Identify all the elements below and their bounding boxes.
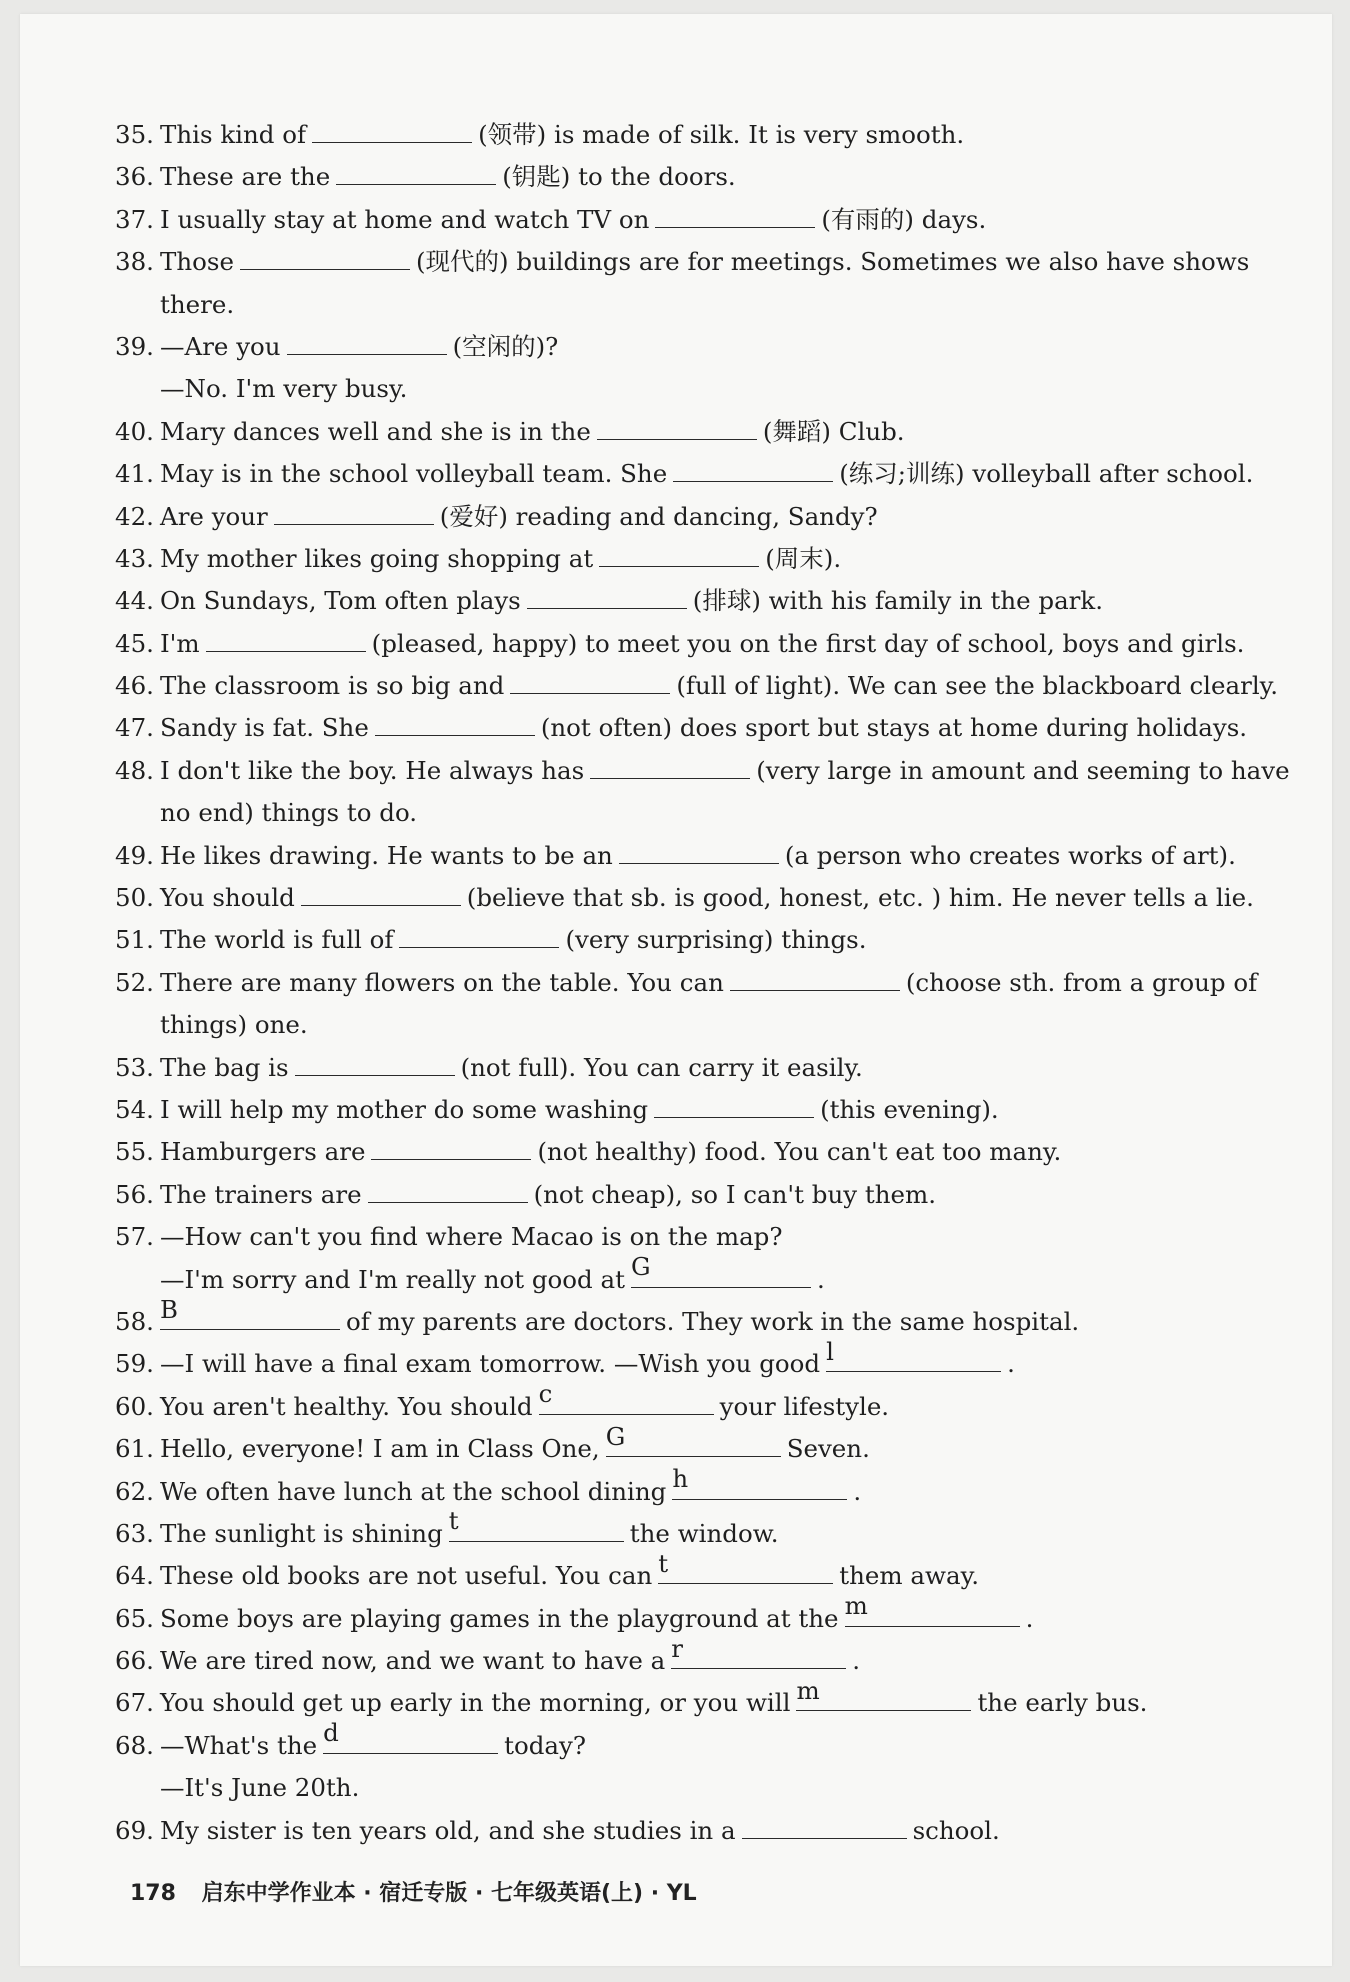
question-number: 54. — [115, 1094, 154, 1124]
question-number: 45. — [115, 628, 154, 658]
question-number: 63. — [115, 1518, 154, 1548]
question-57-reply — [115, 1252, 1295, 1301]
question-text: (a person who creates works of art). — [784, 840, 1236, 870]
question-number: 46. — [115, 671, 154, 701]
question-69 — [115, 1810, 1295, 1852]
question-text: We often have lunch at the school dining — [160, 1476, 667, 1506]
question-text: (this evening). — [820, 1094, 999, 1124]
question-text: Mary dances well and she is in the — [160, 416, 591, 446]
question-48-continued — [115, 792, 1295, 834]
question-number: 43. — [115, 543, 154, 573]
question-text: there. — [160, 289, 235, 319]
question-number: 58. — [115, 1306, 154, 1336]
question-number: 48. — [115, 755, 154, 785]
question-65 — [115, 1591, 1295, 1640]
answer-blank[interactable] — [240, 247, 410, 270]
question-text: I usually stay at home and watch TV on — [160, 204, 650, 234]
question-text: The world is full of — [160, 925, 394, 955]
answer-blank[interactable] — [274, 502, 434, 525]
answer-blank[interactable] — [287, 332, 447, 355]
question-number: 42. — [115, 501, 154, 531]
hint-letter: G — [631, 1252, 651, 1282]
hint-letter: c — [538, 1379, 553, 1409]
question-text: This kind of — [160, 120, 307, 149]
question-text: On Sundays, Tom often plays — [160, 586, 521, 616]
question-46 — [115, 665, 1295, 707]
hint-letter: d — [323, 1718, 339, 1748]
question-44 — [115, 580, 1295, 622]
answer-blank[interactable] — [654, 1095, 814, 1118]
question-text: Hello, everyone! I am in Class One, — [160, 1434, 600, 1464]
question-text: My sister is ten years old, and she studies in a — [160, 1815, 736, 1845]
page-number: 178 — [130, 1881, 176, 1906]
question-42 — [115, 496, 1295, 538]
question-number: 51. — [115, 925, 154, 955]
question-55 — [115, 1131, 1295, 1173]
answer-blank[interactable] — [597, 417, 757, 440]
question-number: 40. — [115, 416, 154, 446]
question-56 — [115, 1174, 1295, 1216]
answer-blank[interactable] — [672, 1464, 847, 1500]
question-text: We are tired now, and we want to have a — [160, 1646, 666, 1676]
question-number: 62. — [115, 1476, 154, 1506]
page-footer — [130, 1876, 697, 1907]
answer-blank[interactable] — [631, 1252, 811, 1288]
question-number: 69. — [115, 1815, 154, 1845]
question-text: (not full). You can carry it easily. — [460, 1052, 863, 1082]
question-text: He likes drawing. He wants to be an — [160, 840, 613, 870]
question-number: 67. — [115, 1688, 154, 1718]
hint-letter: t — [658, 1548, 669, 1578]
answer-blank[interactable] — [590, 756, 750, 779]
question-text: (believe that sb. is good, honest, etc. ) him. He never tells a lie. — [466, 883, 1254, 913]
question-57 — [115, 1216, 1295, 1258]
question-text: of my parents are doctors. They work in the same hospital. — [346, 1306, 1080, 1336]
question-59 — [115, 1336, 1295, 1385]
answer-blank[interactable] — [844, 1591, 1020, 1627]
hint-letter: l — [826, 1336, 834, 1366]
answer-blank[interactable] — [742, 1816, 907, 1839]
question-68 — [115, 1718, 1295, 1767]
question-number: 41. — [115, 459, 154, 489]
question-text: (舞蹈) Club. — [762, 416, 905, 446]
question-36 — [115, 156, 1295, 198]
question-54 — [115, 1089, 1295, 1131]
question-text: You should — [160, 883, 295, 913]
question-text: May is in the school volleyball team. She — [160, 459, 668, 489]
hint-letter: m — [844, 1591, 868, 1621]
question-text: (pleased, happy) to meet you on the first day of school, boys and girls. — [371, 628, 1245, 658]
question-49 — [115, 835, 1295, 877]
question-text: . — [1007, 1349, 1015, 1379]
question-number: 52. — [115, 967, 154, 997]
question-text: —How can't you find where Macao is on the map? — [160, 1222, 783, 1252]
answer-blank[interactable] — [658, 1548, 833, 1584]
question-text: The trainers are — [160, 1179, 362, 1209]
question-50 — [115, 877, 1295, 919]
hint-letter: t — [448, 1506, 459, 1536]
question-43 — [115, 538, 1295, 580]
question-text: . — [852, 1646, 861, 1676]
question-text: the window. — [629, 1518, 779, 1548]
question-text: —No. I'm very busy. — [160, 374, 408, 404]
question-60 — [115, 1379, 1295, 1428]
question-text: I'm — [160, 628, 200, 658]
answer-blank[interactable] — [538, 1379, 714, 1415]
question-number: 49. — [115, 840, 154, 870]
question-61 — [115, 1421, 1295, 1470]
hint-letter: G — [605, 1421, 626, 1451]
question-text: your lifestyle. — [719, 1391, 890, 1421]
question-number: 37. — [115, 204, 154, 234]
exercise-list — [115, 114, 1295, 1852]
question-text: no end) things to do. — [160, 798, 418, 828]
question-number: 68. — [115, 1730, 154, 1760]
question-text: them away. — [839, 1561, 979, 1591]
question-text: The sunlight is shining — [160, 1518, 443, 1548]
question-number: 50. — [115, 883, 154, 913]
answer-blank[interactable] — [448, 1506, 624, 1542]
question-text: (爱好) reading and dancing, Sandy? — [439, 501, 878, 531]
question-text: My mother likes going shopping at — [160, 543, 594, 573]
question-39-reply — [115, 368, 1295, 410]
question-text: (not cheap), so I can't buy them. — [533, 1179, 937, 1209]
question-53 — [115, 1047, 1295, 1089]
answer-blank[interactable] — [599, 544, 759, 567]
question-text: —I will have a final exam tomorrow. —Wish you good — [160, 1349, 821, 1379]
hint-letter: m — [796, 1676, 820, 1706]
answer-blank[interactable] — [312, 120, 472, 143]
question-40 — [115, 411, 1295, 453]
question-number: 38. — [115, 247, 154, 277]
question-number: 61. — [115, 1434, 154, 1464]
question-text: The bag is — [160, 1052, 289, 1082]
question-text: There are many flowers on the table. You can — [160, 967, 724, 997]
question-text: . — [1025, 1603, 1034, 1633]
question-47 — [115, 707, 1295, 749]
question-45 — [115, 623, 1295, 665]
question-number: 39. — [115, 331, 154, 361]
question-text: things) one. — [160, 1010, 308, 1040]
question-63 — [115, 1506, 1295, 1555]
answer-blank[interactable] — [510, 671, 670, 694]
question-text: I don't like the boy. He always has — [160, 755, 585, 785]
question-number: 55. — [115, 1137, 154, 1167]
question-text: (钥匙) to the doors. — [502, 162, 736, 192]
question-text: (choose sth. from a group of — [905, 967, 1258, 997]
question-text: (现代的) buildings are for meetings. Sometimes we also have shows — [415, 247, 1250, 277]
question-67 — [115, 1676, 1295, 1724]
question-text: Seven. — [786, 1434, 870, 1464]
question-text: . — [817, 1264, 825, 1294]
question-number: 65. — [115, 1603, 154, 1633]
question-text: You aren't healthy. You should — [160, 1391, 533, 1421]
book-title: 启东中学作业本 · 宿迁专版 · 七年级英语(上) · YL — [201, 1881, 697, 1906]
question-text: I will help my mother do some washing — [160, 1094, 649, 1124]
question-text: (full of light). We can see the blackboard clearly. — [676, 671, 1279, 701]
worksheet-page — [20, 14, 1332, 1966]
question-text: . — [853, 1476, 862, 1506]
answer-blank[interactable] — [375, 713, 535, 736]
question-62 — [115, 1464, 1295, 1513]
question-37 — [115, 199, 1295, 241]
answer-blank[interactable] — [371, 1137, 531, 1160]
question-text: —I'm sorry and I'm really not good at — [160, 1264, 625, 1294]
question-text: You should get up early in the morning, or you will — [160, 1688, 791, 1718]
answer-blank[interactable] — [671, 1633, 846, 1669]
question-text: today? — [504, 1730, 587, 1760]
question-38 — [115, 241, 1295, 283]
question-number: 59. — [115, 1349, 154, 1379]
question-text: Some boys are playing games in the playground at the — [160, 1603, 839, 1633]
question-41 — [115, 453, 1295, 495]
question-text: (very surprising) things. — [565, 925, 867, 955]
answer-blank[interactable] — [796, 1676, 971, 1711]
answer-blank[interactable] — [295, 1053, 455, 1076]
answer-blank[interactable] — [673, 459, 833, 482]
hint-letter: h — [672, 1464, 689, 1494]
question-text: (有雨的) days. — [821, 204, 987, 234]
question-66 — [115, 1633, 1295, 1682]
question-text: (练习;训练) volleyball after school. — [839, 459, 1254, 489]
question-text: Sandy is fat. She — [160, 713, 369, 743]
question-number: 44. — [115, 586, 154, 616]
hint-letter: B — [160, 1294, 179, 1324]
answer-blank[interactable] — [368, 1180, 528, 1203]
answer-blank[interactable] — [336, 162, 496, 185]
question-text: the early bus. — [977, 1688, 1148, 1718]
question-68-reply — [115, 1767, 1295, 1809]
question-text: (周末). — [765, 543, 842, 573]
question-text: school. — [912, 1815, 1000, 1845]
question-number: 60. — [115, 1391, 154, 1421]
question-number: 66. — [115, 1646, 154, 1676]
question-number: 47. — [115, 713, 154, 743]
answer-blank[interactable] — [826, 1336, 1001, 1372]
answer-blank[interactable] — [605, 1421, 781, 1457]
question-number: 57. — [115, 1222, 154, 1252]
answer-blank[interactable] — [301, 883, 461, 906]
question-51 — [115, 919, 1295, 961]
question-text: Are your — [160, 501, 268, 531]
answer-blank[interactable] — [619, 841, 779, 864]
question-text: (领带) is made of silk. It is very smooth. — [478, 120, 965, 149]
question-52-continued — [115, 1004, 1295, 1046]
answer-blank[interactable] — [655, 205, 815, 228]
answer-blank[interactable] — [399, 925, 559, 948]
question-text: (空闲的)? — [452, 331, 559, 361]
answer-blank[interactable] — [323, 1718, 498, 1754]
question-text: Hamburgers are — [160, 1137, 366, 1167]
question-35 — [115, 114, 1295, 156]
answer-blank[interactable] — [730, 968, 900, 991]
question-text: (not healthy) food. You can't eat too many. — [537, 1137, 1062, 1167]
question-text: Those — [160, 247, 234, 277]
question-text: (very large in amount and seeming to have — [756, 755, 1290, 785]
question-number: 56. — [115, 1179, 154, 1209]
hint-letter: r — [671, 1633, 683, 1663]
answer-blank[interactable] — [527, 586, 687, 609]
answer-blank[interactable] — [160, 1294, 340, 1330]
question-text: (排球) with his family in the park. — [692, 586, 1104, 616]
question-text: These old books are not useful. You can — [160, 1561, 653, 1591]
question-38-continued — [115, 284, 1295, 326]
question-number: 64. — [115, 1561, 154, 1591]
question-64 — [115, 1548, 1295, 1597]
question-48 — [115, 750, 1295, 792]
question-number: 36. — [115, 162, 154, 192]
question-text: These are the — [160, 162, 331, 192]
question-text: The classroom is so big and — [160, 671, 505, 701]
question-text: —Are you — [160, 331, 281, 361]
question-text: (not often) does sport but stays at home during holidays. — [540, 713, 1248, 743]
question-58 — [115, 1294, 1295, 1343]
question-text: —It's June 20th. — [160, 1773, 360, 1803]
answer-blank[interactable] — [206, 629, 366, 652]
question-52 — [115, 962, 1295, 1004]
question-number: 53. — [115, 1052, 154, 1082]
question-39 — [115, 326, 1295, 368]
question-text: —What's the — [160, 1730, 318, 1760]
question-number: 35. — [115, 120, 154, 149]
